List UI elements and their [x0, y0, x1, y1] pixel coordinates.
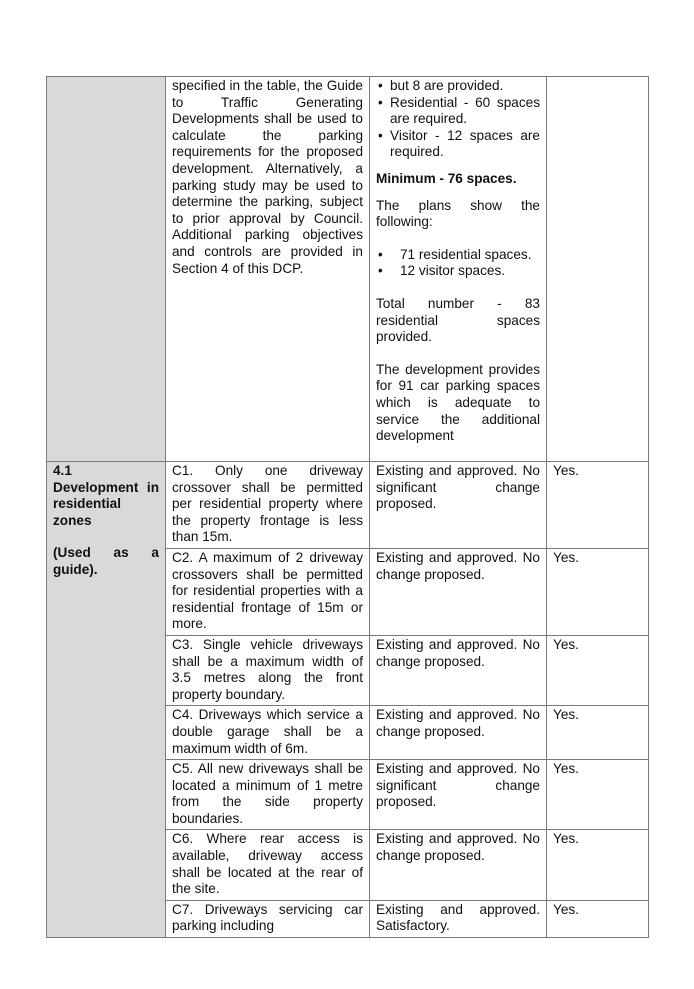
- complies-text: Yes.: [547, 760, 649, 830]
- control-text: C4. Driveways which service a double garage shall be a maximum width of 6m.: [166, 706, 370, 760]
- comment-text: Existing and approved. No change proposed.: [370, 635, 547, 705]
- control-text: C3. Single vehicle driveways shall be a maximum width of 3.5 metres along the front property boundary.: [166, 635, 370, 705]
- list-item: • 71 residential spaces.: [376, 247, 540, 264]
- comment-text: Existing and approved. No significant change proposed.: [370, 462, 547, 549]
- comment-text: Existing and approved. No significant change proposed.: [370, 760, 547, 830]
- list-item: • Residential - 60 spaces are required.: [376, 95, 540, 128]
- plans-show-text: The plans show the following:: [376, 197, 540, 230]
- bullet-list: [376, 78, 540, 161]
- bullet-list: [376, 247, 540, 280]
- complies-text: Yes.: [547, 706, 649, 760]
- compliance-table: [46, 76, 649, 938]
- total-spaces-text: Total number - 83 residential spaces provided.: [376, 295, 540, 345]
- complies-text: Yes.: [547, 462, 649, 549]
- table-row: [47, 462, 649, 549]
- control-text: C5. All new driveways shall be located a minimum of 1 metre from the side property boundaries.: [166, 760, 370, 830]
- section-heading-cell: [47, 462, 166, 938]
- control-text: C7. Driveways servicing car parking including: [166, 900, 370, 937]
- control-text: specified in the table, the Guide to Traffic Generating Developments shall be used to calculate the parking requirements for the proposed development. Alternatively, a parking study may be used to determine the parking, subject to prior approval by Council. Additional parking objectives and controls are provided in Section 4 of this DCP.: [166, 77, 370, 462]
- comment-text: Existing and approved. Satisfactory.: [370, 900, 547, 937]
- complies-cell-empty: [547, 77, 649, 462]
- list-item: • but 8 are provided.: [376, 78, 540, 95]
- section-note: (Used as a guide).: [53, 545, 159, 577]
- table-row: [47, 77, 649, 462]
- list-item: • Visitor - 12 spaces are required.: [376, 128, 540, 161]
- comment-text: Existing and approved. No change proposed.: [370, 548, 547, 635]
- complies-text: Yes.: [547, 830, 649, 900]
- control-text: C2. A maximum of 2 driveway crossovers shall be permitted for residential properties with a residential frontage of 15m or more.: [166, 548, 370, 635]
- list-item: • 12 visitor spaces.: [376, 263, 540, 280]
- control-text: C1. Only one driveway crossover shall be permitted per residential property where the property frontage is less than 15m.: [166, 462, 370, 549]
- section-title: 4.1 Development in residential zones: [53, 463, 159, 528]
- provides-text: The development provides for 91 car parking spaces which is adequate to service the additional development: [376, 361, 540, 444]
- complies-text: Yes.: [547, 635, 649, 705]
- control-text: C6. Where rear access is available, driveway access shall be located at the rear of the site.: [166, 830, 370, 900]
- minimum-spaces: Minimum - 76 spaces.: [376, 170, 517, 186]
- complies-text: Yes.: [547, 900, 649, 937]
- comment-text: Existing and approved. No change proposed.: [370, 706, 547, 760]
- section-cell-empty: [47, 77, 166, 462]
- comment-text: Existing and approved. No change proposed.: [370, 830, 547, 900]
- comment-cell: [370, 77, 547, 462]
- complies-text: Yes.: [547, 548, 649, 635]
